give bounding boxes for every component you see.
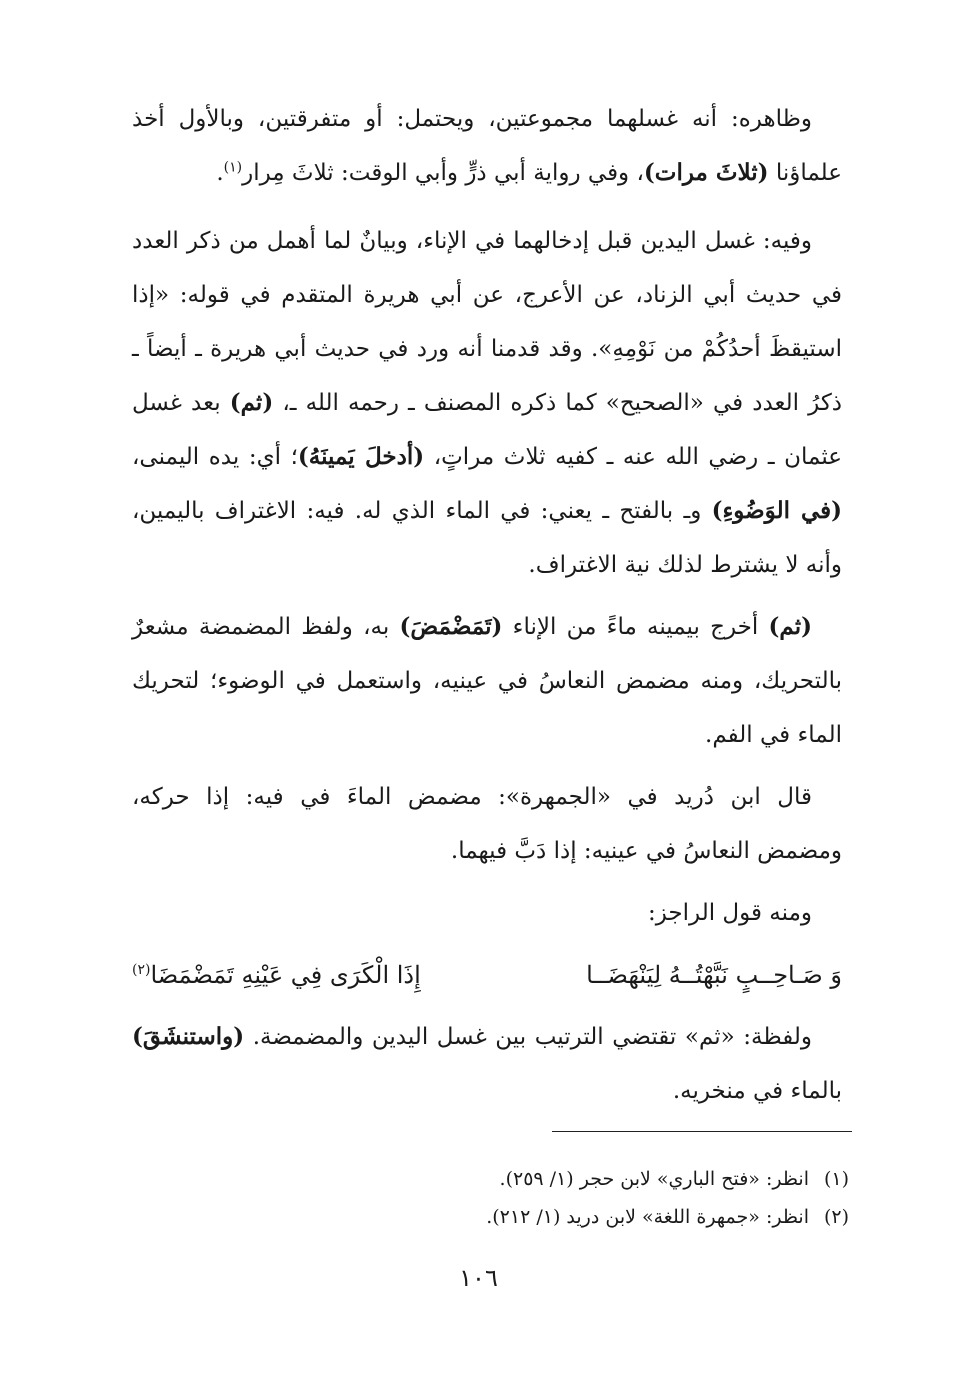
- verse-second-hemistich: إِذَا الْكَرَى فِي عَيْنِهِ تَمَضْمَضَا: [150, 961, 421, 989]
- text-run: به، ولفظ المضمضة مشعرٌ بالتحريك، ومنه مضمض النعاسُ في عينيه، واستعمل في الوضوء؛ لتحريك الماء في الفم.: [132, 614, 842, 748]
- poetry-verse: [132, 948, 842, 1002]
- paragraph-after-verse: [132, 1010, 842, 1118]
- paragraph: [132, 770, 842, 878]
- text-run: بعد غسل عثمان ـ رضي الله عنه ـ كفيه ثلاث مراتٍ،: [132, 390, 842, 470]
- text-run: ومنه قول الراجز:: [647, 900, 812, 926]
- text-run: .: [216, 160, 224, 186]
- quoted-hadith-phrase: (أدخلَ يَمينَهُ): [297, 443, 425, 470]
- footnote-number: (٢): [823, 1206, 849, 1228]
- quoted-hadith-phrase: (ثلاثَ مرات): [643, 159, 769, 186]
- paragraph: [132, 600, 842, 762]
- text-run: ؛ أي: يده اليمنى،: [132, 444, 298, 470]
- page-number: ١٠٦: [459, 1264, 498, 1292]
- footnote-number: (١): [823, 1168, 849, 1190]
- quoted-hadith-phrase: (تَمَضْمَضَ): [399, 613, 503, 640]
- text-run: ، وفي رواية أبي ذرٍّ وأبي الوقت: ثلاثَ مِرار: [242, 160, 644, 186]
- text-run: قال ابن دُريد في «الجمهرة»: مضمض الماءَ في فيه: إذا حركه، ومضمض النعاسُ في عينيه: إذا دَبَّ فيهما.: [132, 784, 842, 864]
- verse-second-hemistich-wrap: [132, 948, 421, 1002]
- paragraph: [132, 92, 842, 200]
- quoted-hadith-phrase: (في الوَضُوءِ): [711, 497, 842, 524]
- footnote-marker: (١): [223, 159, 243, 176]
- paragraph: [132, 886, 842, 940]
- footnotes: [149, 1160, 849, 1236]
- text-run: أخرج بيمينه ماءً من الإناء: [502, 614, 769, 640]
- quoted-hadith-phrase: (واستنشَقَ): [132, 1023, 245, 1050]
- quoted-hadith-phrase: (ثم): [229, 389, 274, 416]
- footnote-text: انظر: «جمهرة اللغة» لابن دريد (١/ ٢١٢).: [486, 1206, 809, 1228]
- verse-first-hemistich: وَ صَـاحِــبٍ نَبَّهْتُــهُ لِيَنْهَضَــا: [586, 961, 842, 989]
- footnote: [149, 1198, 849, 1236]
- paragraph: [132, 214, 842, 592]
- quoted-hadith-phrase: (ثم): [768, 613, 812, 640]
- footnote-separator: [552, 1131, 852, 1132]
- footnote: [149, 1160, 849, 1198]
- text-run: ولفظة: «ثم» تقتضي الترتيب بين غسل اليدين والمضمضة.: [244, 1024, 812, 1050]
- footnote-text: انظر: «فتح الباري» لابن حجر (١/ ٢٥٩).: [499, 1168, 809, 1190]
- text-run: وظاهره: أنه غسلهما مجموعتين، ويحتمل: أو متفرقتين، وبالأول أخذ علماؤنا: [132, 106, 842, 186]
- text-run: وفيه: غسل اليدين قبل إدخالهما في الإناء، وبيانٌ لما أهمل من ذكر العدد في حديث أبي الزناد، عن الأعرج، عن أبي هريرة المتقدم في قوله: «إذا استيقظَ أحدُكُمْ من نَوْمِهِ». وقد قدمنا أنه ورد في حديث أبي هريرة ـ أيضاً ـ ذكرُ العدد في «الصحيح» كما ذكره المصنف ـ رحمه الله ـ،: [132, 228, 843, 416]
- main-text: [132, 92, 842, 1118]
- text-run: وـ بالفتح ـ يعني: في الماء الذي له. فيه: الاغتراف باليمين، وأنه لا يشترط لذلك نية الاغتراف.: [132, 498, 842, 578]
- footnote-marker: (٢): [132, 962, 151, 978]
- text-run: بالماء في منخريه.: [672, 1078, 842, 1104]
